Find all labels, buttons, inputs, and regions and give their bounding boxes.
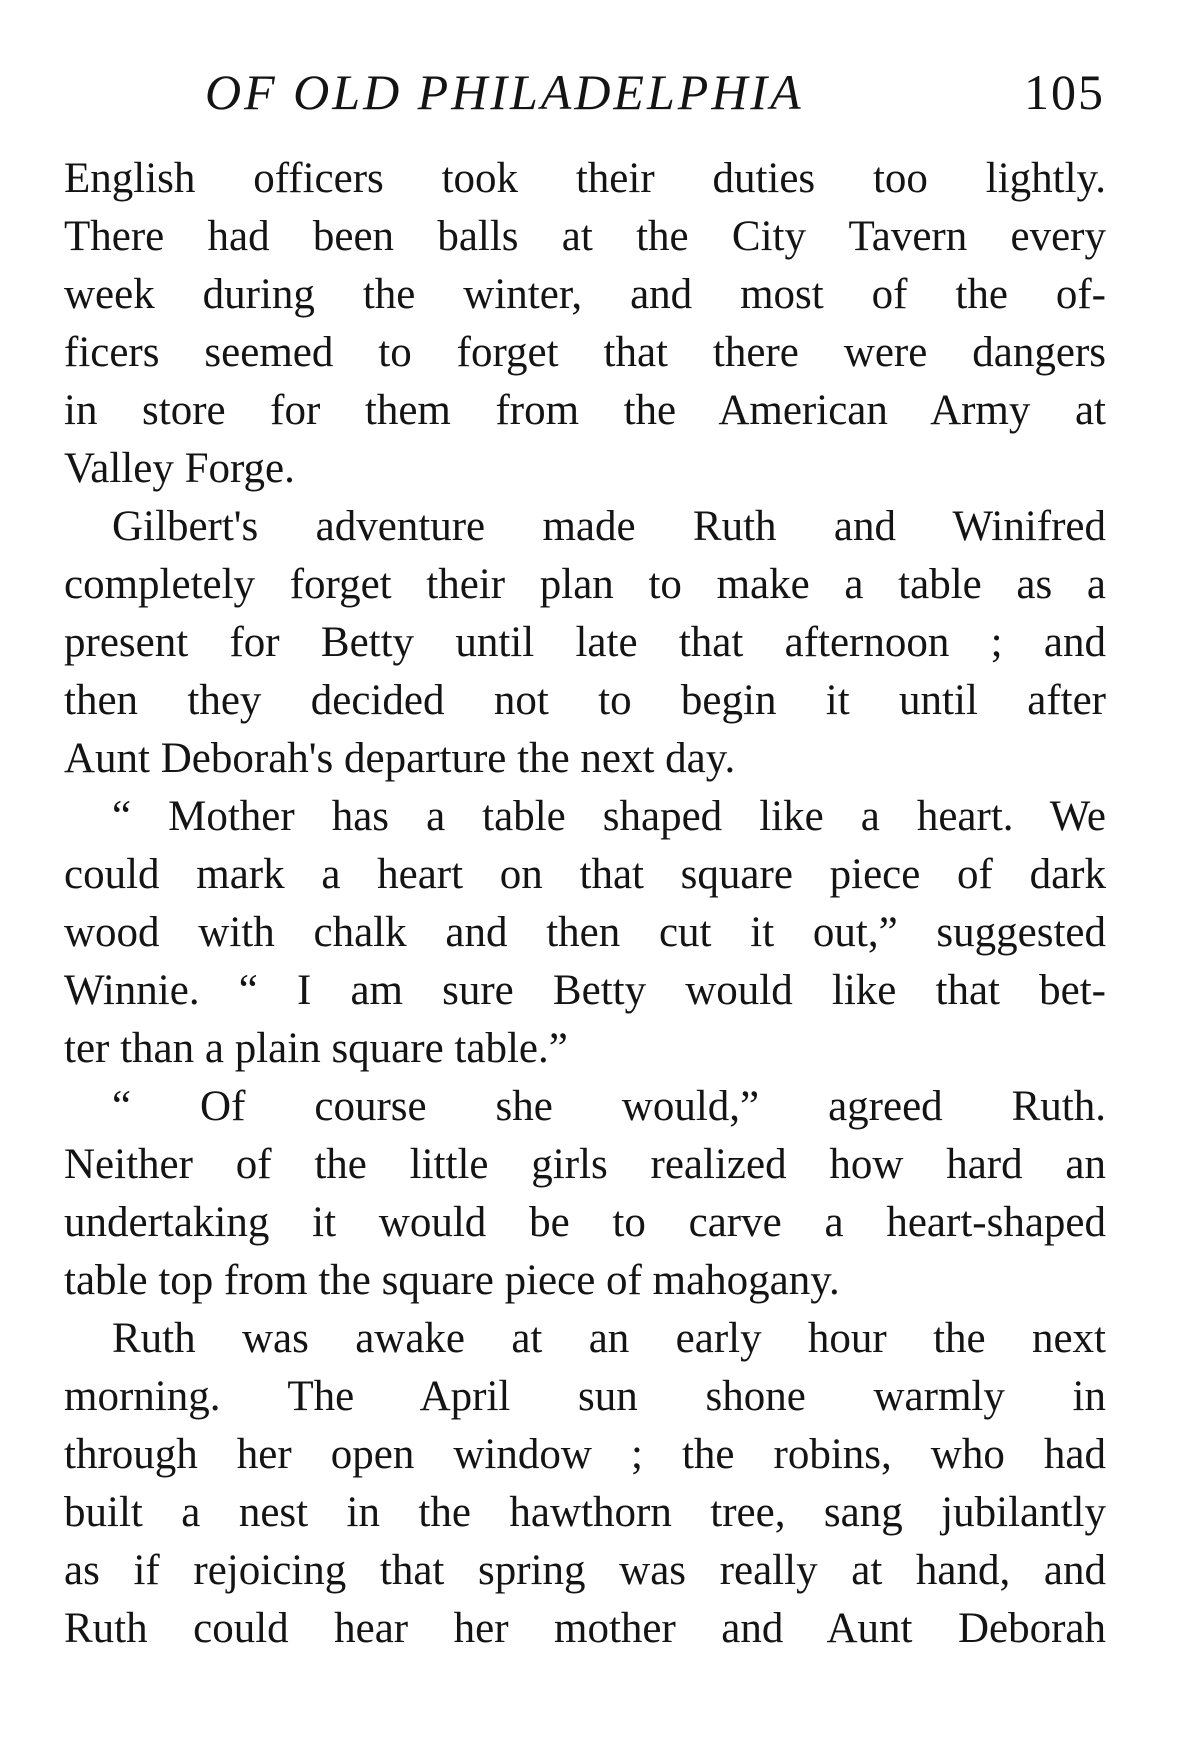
- running-header: [205, 62, 1105, 122]
- text-line: completely forget their plan to make a table as a: [64, 561, 1106, 608]
- text-line: Ruth was awake at an early hour the next: [112, 1315, 1106, 1362]
- text-line: Winnie. “ I am sure Betty would like that bet-: [64, 967, 1106, 1014]
- text-line: undertaking it would be to carve a heart-shaped: [64, 1199, 1106, 1246]
- text-line: in store for them from the American Army at: [64, 387, 1106, 434]
- text-line: ficers seemed to forget that there were dangers: [64, 329, 1106, 376]
- text-line: Gilbert's adventure made Ruth and Winifred: [112, 503, 1106, 550]
- text-line: “ Mother has a table shaped like a heart. We: [112, 793, 1106, 840]
- text-line: could mark a heart on that square piece of dark: [64, 851, 1106, 898]
- text-line: present for Betty until late that afternoon ; and: [64, 619, 1106, 666]
- text-line: through her open window ; the robins, who had: [64, 1431, 1106, 1478]
- text-line: wood with chalk and then cut it out,” suggested: [64, 909, 1106, 956]
- text-line: then they decided not to begin it until after: [64, 677, 1106, 724]
- text-line: Neither of the little girls realized how hard an: [64, 1141, 1106, 1188]
- text-line: morning. The April sun shone warmly in: [64, 1373, 1106, 1420]
- text-line: Ruth could hear her mother and Aunt Deborah: [64, 1605, 1106, 1652]
- page-number: 105: [1024, 64, 1105, 120]
- text-line: Aunt Deborah's departure the next day.: [64, 735, 736, 782]
- text-line: “ Of course she would,” agreed Ruth.: [112, 1083, 1106, 1130]
- running-title: OF OLD PHILADELPHIA: [205, 64, 804, 120]
- text-line: table top from the square piece of mahogany.: [64, 1257, 840, 1304]
- text-line: Valley Forge.: [64, 445, 295, 492]
- text-line: ter than a plain square table.”: [64, 1025, 568, 1072]
- text-line: week during the winter, and most of the of-: [64, 271, 1106, 318]
- text-line: English officers took their duties too lightly.: [64, 155, 1106, 202]
- text-line: There had been balls at the City Tavern every: [64, 213, 1106, 260]
- text-line: as if rejoicing that spring was really at hand, and: [64, 1547, 1106, 1594]
- text-line: built a nest in the hawthorn tree, sang jubilantly: [64, 1489, 1106, 1536]
- body-text: [64, 150, 1106, 1658]
